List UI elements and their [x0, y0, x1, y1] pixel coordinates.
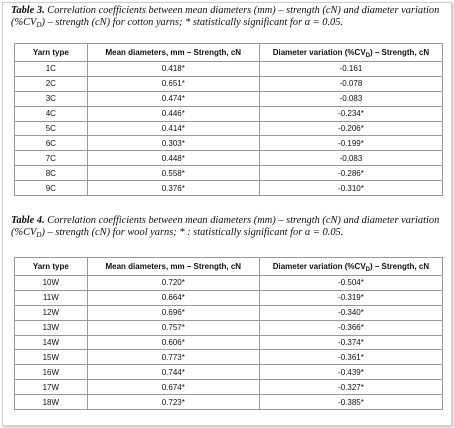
- table-row: [15, 151, 443, 166]
- cell-yarn-type: 3C: [15, 91, 88, 106]
- cell-yarn-type: 11W: [15, 290, 88, 305]
- table4-header-diameter-variation: [259, 258, 442, 276]
- cell-diameter-variation: -0.374*: [259, 335, 442, 350]
- cell-yarn-type: 10W: [15, 276, 88, 291]
- table3-header-var-sub: D: [365, 53, 370, 59]
- cell-mean-diameter: 0.376*: [87, 181, 259, 196]
- cell-diameter-variation: -0.366*: [259, 320, 442, 335]
- cell-yarn-type: 8C: [15, 166, 88, 181]
- cell-mean-diameter: 0.606*: [87, 335, 259, 350]
- table-row: [15, 276, 443, 291]
- cell-diameter-variation: -0.161: [259, 62, 442, 77]
- cell-yarn-type: 18W: [15, 395, 88, 410]
- cell-yarn-type: 6C: [15, 136, 88, 151]
- table4-header-var-sub: D: [365, 267, 370, 273]
- table4: [14, 257, 443, 410]
- cell-diameter-variation: -0.504*: [259, 276, 442, 291]
- cell-diameter-variation: -0.083: [259, 91, 442, 106]
- cell-diameter-variation: -0.083: [259, 151, 442, 166]
- table3-header-yarn-type: Yarn type: [15, 44, 88, 62]
- table-row: [15, 395, 443, 410]
- cell-yarn-type: 16W: [15, 365, 88, 380]
- cell-diameter-variation: -0.234*: [259, 106, 442, 121]
- table-row: [15, 91, 443, 106]
- cell-yarn-type: 7C: [15, 151, 88, 166]
- table-row: [15, 121, 443, 136]
- table4-body: [15, 276, 443, 410]
- table-row: [15, 76, 443, 91]
- table3-caption-end: ) – strength (cN) for cotton yarns; * statistically significant for α = 0.05.: [41, 16, 344, 28]
- cell-diameter-variation: -0.340*: [259, 305, 442, 320]
- table3: [14, 43, 443, 196]
- cell-mean-diameter: 0.651*: [87, 76, 259, 91]
- table-row: [15, 335, 443, 350]
- cell-diameter-variation: -0.361*: [259, 350, 442, 365]
- table3-body: [15, 62, 443, 196]
- table3-header-var-pre: Diameter variation (%CV: [272, 48, 366, 57]
- table-row: [15, 320, 443, 335]
- table-row: [15, 181, 443, 196]
- document-page: [2, 2, 452, 426]
- cell-diameter-variation: -0.206*: [259, 121, 442, 136]
- table3-header-row: [15, 44, 443, 62]
- cell-diameter-variation: -0.439*: [259, 365, 442, 380]
- cell-mean-diameter: 0.723*: [87, 395, 259, 410]
- table-row: [15, 350, 443, 365]
- table4-header-var-post: ) – Strength, cN: [370, 262, 430, 271]
- cell-yarn-type: 1C: [15, 62, 88, 77]
- cell-mean-diameter: 0.303*: [87, 136, 259, 151]
- table-row: [15, 62, 443, 77]
- cell-yarn-type: 2C: [15, 76, 88, 91]
- cell-diameter-variation: -0.286*: [259, 166, 442, 181]
- cell-mean-diameter: 0.418*: [87, 62, 259, 77]
- table-row: [15, 380, 443, 395]
- table-row: [15, 106, 443, 121]
- table4-header-yarn-type: Yarn type: [15, 258, 88, 276]
- cell-mean-diameter: 0.474*: [87, 91, 259, 106]
- table4-header-mean-diameters: Mean diameters, mm – Strength, cN: [87, 258, 259, 276]
- cell-diameter-variation: -0.385*: [259, 395, 442, 410]
- table4-caption: [11, 215, 445, 238]
- cell-yarn-type: 4C: [15, 106, 88, 121]
- cell-mean-diameter: 0.720*: [87, 276, 259, 291]
- table-row: [15, 365, 443, 380]
- table3-header-diameter-variation: [259, 44, 442, 62]
- cell-diameter-variation: -0.319*: [259, 290, 442, 305]
- table3-caption-subscript: D: [36, 20, 42, 29]
- table4-caption-subscript: D: [36, 230, 42, 239]
- table4-header-var-pre: Diameter variation (%CV: [272, 262, 366, 271]
- cell-yarn-type: 13W: [15, 320, 88, 335]
- cell-yarn-type: 5C: [15, 121, 88, 136]
- table-row: [15, 305, 443, 320]
- cell-diameter-variation: -0.310*: [259, 181, 442, 196]
- cell-mean-diameter: 0.696*: [87, 305, 259, 320]
- table-row: [15, 290, 443, 305]
- cell-mean-diameter: 0.448*: [87, 151, 259, 166]
- table3-header-var-post: ) – Strength, cN: [370, 48, 430, 57]
- cell-mean-diameter: 0.744*: [87, 365, 259, 380]
- table-row: [15, 136, 443, 151]
- table3-header-mean-diameters: Mean diameters, mm – Strength, cN: [87, 44, 259, 62]
- cell-mean-diameter: 0.773*: [87, 350, 259, 365]
- cell-diameter-variation: -0.327*: [259, 380, 442, 395]
- cell-mean-diameter: 0.446*: [87, 106, 259, 121]
- cell-diameter-variation: -0.199*: [259, 136, 442, 151]
- table3-label: Table 3.: [11, 5, 45, 16]
- table-row: [15, 166, 443, 181]
- cell-yarn-type: 15W: [15, 350, 88, 365]
- table4-caption-text: Correlation coefficients between mean diameters (mm) – strength (cN) and diameter variation (%CV: [11, 215, 440, 238]
- table3-caption: [11, 5, 445, 28]
- cell-yarn-type: 12W: [15, 305, 88, 320]
- cell-diameter-variation: -0.078: [259, 76, 442, 91]
- cell-mean-diameter: 0.664*: [87, 290, 259, 305]
- cell-mean-diameter: 0.558*: [87, 166, 259, 181]
- cell-yarn-type: 14W: [15, 335, 88, 350]
- table4-header-row: [15, 258, 443, 276]
- cell-mean-diameter: 0.414*: [87, 121, 259, 136]
- cell-mean-diameter: 0.674*: [87, 380, 259, 395]
- table4-caption-end: ) – strength (cN) for wool yarns; * : statistically significant for α = 0.05.: [41, 226, 344, 238]
- cell-mean-diameter: 0.757*: [87, 320, 259, 335]
- cell-yarn-type: 17W: [15, 380, 88, 395]
- cell-yarn-type: 9C: [15, 181, 88, 196]
- table4-label: Table 4.: [11, 215, 45, 226]
- table3-caption-text: Correlation coefficients between mean diameters (mm) – strength (cN) and diameter variation (%CV: [11, 5, 440, 28]
